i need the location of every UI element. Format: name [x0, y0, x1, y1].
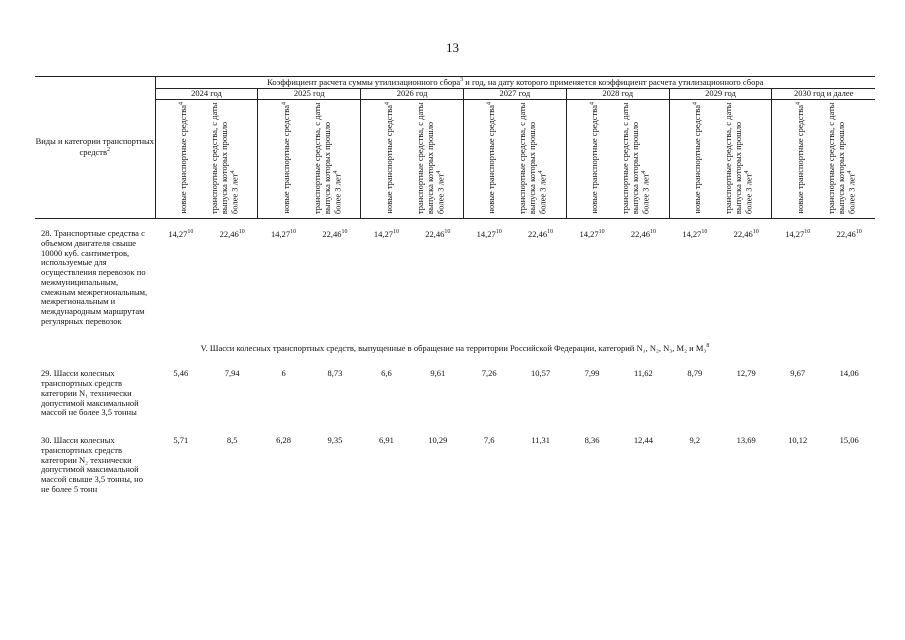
coef-value: 14,27$^{10}$ — [476, 228, 502, 239]
old-vehicles-header: транспортные средства, с даты выпуска которых прошло более 3 лет$^4$ — [309, 100, 360, 219]
coef-value: 12,44 — [633, 435, 653, 446]
coef-value: 7,6 — [483, 435, 495, 446]
coef-value: 15,06 — [839, 435, 859, 446]
coef-value: 6,6 — [381, 368, 392, 379]
coef-value: 13,69 — [736, 435, 756, 446]
coef-value: 22,46$^{10}$ — [836, 228, 862, 239]
year-header: 2028 год — [566, 89, 669, 100]
coef-value: 22,46$^{10}$ — [425, 228, 451, 239]
year-header: 2025 год — [258, 89, 361, 100]
coef-value: 7,26 — [481, 368, 497, 379]
row-label: 28. Транспортные средства с объемом двигателя свыше 10000 куб. сантиметров, используемые для осуществления перевозок по межмуниципальным, смежным межрегиональным, межрегиональным и международным маршрутам регулярных перевозок — [41, 228, 148, 326]
coef-value: 9,61 — [430, 368, 446, 379]
coef-value: 12,79 — [736, 368, 756, 379]
coef-value: 14,27$^{10}$ — [579, 228, 605, 239]
row-label: 29. Шасси колесных транспортных средств категории N₁ технически допустимой максимальной массой не более 3,5 тонны — [41, 368, 139, 418]
coef-value: 8,5 — [226, 435, 238, 446]
old-vehicles-header: транспортные средства, с даты выпуска которых прошло более 3 лет$^4$ — [721, 100, 772, 219]
coef-value: 22,46$^{10}$ — [322, 228, 348, 239]
old-vehicles-header: транспортные средства, с даты выпуска которых прошло более 3 лет$^4$ — [412, 100, 463, 219]
coef-value: 5,46 — [173, 368, 189, 379]
coef-value: 6,28 — [276, 435, 291, 446]
old-vehicles-header: транспортные средства, с даты выпуска которых прошло более 3 лет$^4$ — [206, 100, 257, 219]
coef-value: 22,46$^{10}$ — [630, 228, 656, 239]
old-vehicles-header: транспортные средства, с даты выпуска которых прошло более 3 лет$^4$ — [515, 100, 566, 219]
coef-value: 14,06 — [839, 368, 859, 379]
coef-value: 10,12 — [788, 435, 808, 446]
coef-value: 11,62 — [634, 368, 653, 379]
kind-header: Виды и категории транспортных средств$^2$ — [35, 77, 155, 219]
new-vehicles-header: новые транспортные средства$^4$ — [566, 100, 617, 219]
new-vehicles-header: новые транспортные средства$^4$ — [155, 100, 206, 219]
coef-value: 10,29 — [428, 435, 448, 446]
coef-value: 14,27$^{10}$ — [271, 228, 297, 239]
table-row — [35, 359, 875, 426]
coef-value: 5,71 — [173, 435, 189, 446]
coef-header: Коэффициент расчета суммы утилизационного сбора$^3$ и год, на дату которого применяется коэффициент расчета утилизационного сбора — [155, 77, 875, 89]
coef-value: 11,31 — [531, 435, 550, 446]
coef-value: 9,2 — [689, 435, 701, 446]
coef-value: 10,57 — [531, 368, 551, 379]
coef-value: 14,27$^{10}$ — [682, 228, 708, 239]
new-vehicles-header: новые транспортные средства$^4$ — [772, 100, 823, 219]
new-vehicles-header: новые транспортные средства$^4$ — [669, 100, 720, 219]
year-header: 2030 год и далее — [772, 89, 875, 100]
new-vehicles-header: новые транспортные средства$^4$ — [258, 100, 309, 219]
page-number: 13 — [446, 40, 459, 55]
coef-value: 6 — [281, 368, 286, 379]
coef-value: 22,46$^{10}$ — [733, 228, 759, 239]
coef-value: 8,36 — [584, 435, 600, 446]
coef-value: 7,99 — [584, 368, 600, 379]
coef-value: 9,35 — [327, 435, 343, 446]
coef-value: 22,46$^{10}$ — [219, 228, 245, 239]
old-vehicles-header: транспортные средства, с даты выпуска которых прошло более 3 лет$^4$ — [618, 100, 669, 219]
year-header: 2024 год — [155, 89, 258, 100]
year-header: 2029 год — [669, 89, 772, 100]
coef-value: 8,73 — [327, 368, 343, 379]
coef-value: 14,27$^{10}$ — [373, 228, 399, 239]
table-row — [35, 219, 875, 335]
old-vehicles-header: транспортные средства, с даты выпуска которых прошло более 3 лет$^4$ — [823, 100, 875, 219]
year-header: 2026 год — [361, 89, 464, 100]
new-vehicles-header: новые транспортные средства$^4$ — [463, 100, 514, 219]
section-heading: V. Шасси колесных транспортных средств, выпущенные в обращение на территории Российской Федерации, категорий N₁, N₂, N₃, M₂ и M₃$^8$ — [200, 342, 710, 353]
row-label: 30. Шасси колесных транспортных средств категории N₂ технически допустимой максимальной массой свыше 3,5 тонны, но не более 5 тонн — [41, 435, 143, 494]
coef-value: 9,67 — [790, 368, 806, 379]
coef-value: 14,27$^{10}$ — [785, 228, 811, 239]
coef-value: 6,91 — [378, 435, 394, 446]
table-row — [35, 426, 875, 503]
coef-value: 14,27$^{10}$ — [168, 228, 194, 239]
coef-value: 22,46$^{10}$ — [528, 228, 554, 239]
coef-value: 8,79 — [687, 368, 703, 379]
coef-value: 7,94 — [224, 368, 240, 379]
year-header: 2027 год — [463, 89, 566, 100]
recycling-fee-table — [35, 76, 875, 503]
new-vehicles-header: новые транспортные средства$^4$ — [361, 100, 412, 219]
